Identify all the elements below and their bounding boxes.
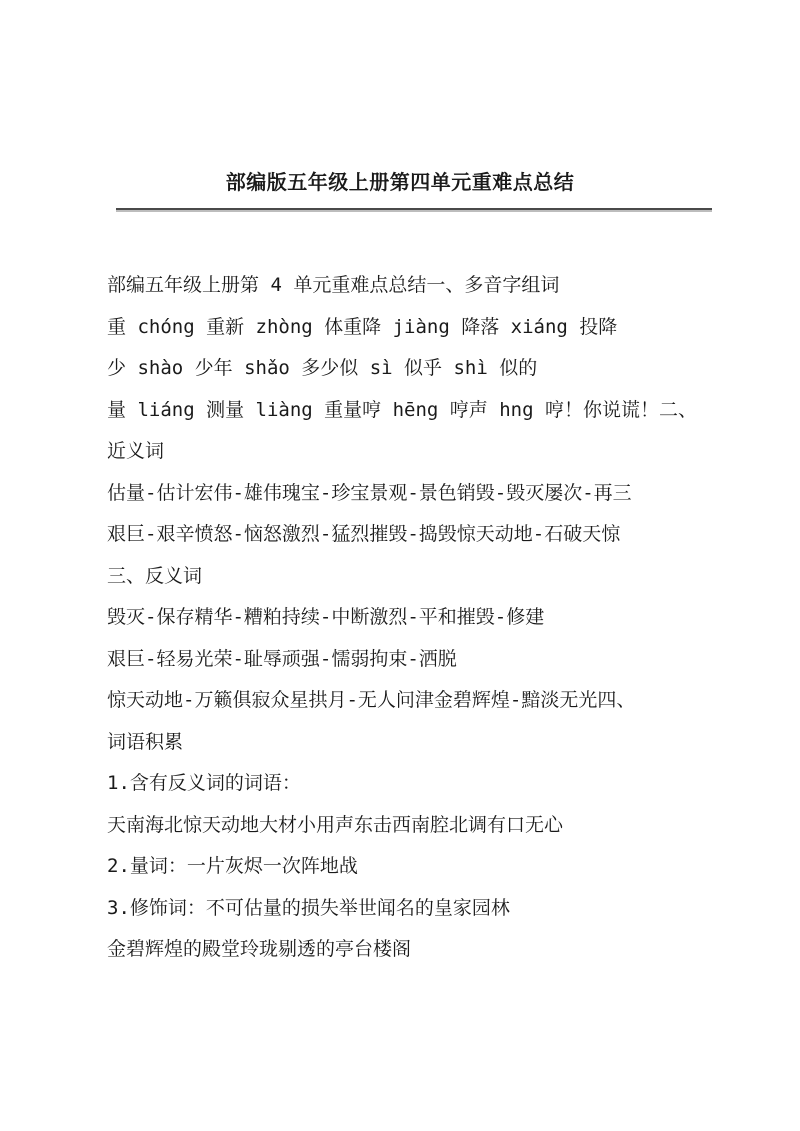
body-line: 3.修饰词：不可估量的损失举世闻名的皇家园林: [107, 896, 510, 919]
body-line: 估量-估计宏伟-雄伟瑰宝-珍宝景观-景色销毁-毁灭屡次-再三: [107, 481, 632, 504]
body-line: 1.含有反义词的词语：: [107, 772, 301, 794]
body-line: 艰巨-轻易光荣-耻辱顽强-懦弱拘束-洒脱: [107, 647, 457, 670]
document-body: [107, 270, 707, 976]
title-divider: [116, 208, 712, 210]
body-line: 少 shào 少年 shǎo 多少似 sì 似乎 shì 似的: [107, 357, 538, 379]
body-line: 重 chóng 重新 zhòng 体重降 jiàng 降落 xiáng 投降: [107, 315, 618, 338]
body-line: 天南海北惊天动地大材小用声东击西南腔北调有口无心: [107, 813, 564, 836]
body-line: 三、反义词: [107, 564, 203, 587]
body-line: 惊天动地-万籁俱寂众星拱月-无人问津金碧辉煌-黯淡无光四、: [107, 689, 636, 711]
page-title: 部编版五年级上册第四单元重难点总结: [225, 170, 575, 194]
body-line: 词语积累: [107, 730, 184, 753]
body-line: 毁灭-保存精华-糟粕持续-中断激烈-平和摧毁-修建: [107, 606, 545, 628]
body-line: 部编五年级上册第 4 单元重难点总结一、多音字组词: [107, 274, 560, 296]
body-line: 2.量词：一片灰烬一次阵地战: [107, 855, 358, 877]
body-line: 艰巨-艰辛愤怒-恼怒激烈-猛烈摧毁-捣毁惊天动地-石破天惊: [107, 523, 621, 545]
body-line: 量 liáng 测量 liàng 重量哼 hēng 哼声 hng 哼！你说谎！二、: [107, 398, 697, 421]
body-line: 金碧辉煌的殿堂玲珑剔透的亭台楼阁: [107, 938, 412, 960]
body-line: 近义词: [107, 440, 165, 462]
